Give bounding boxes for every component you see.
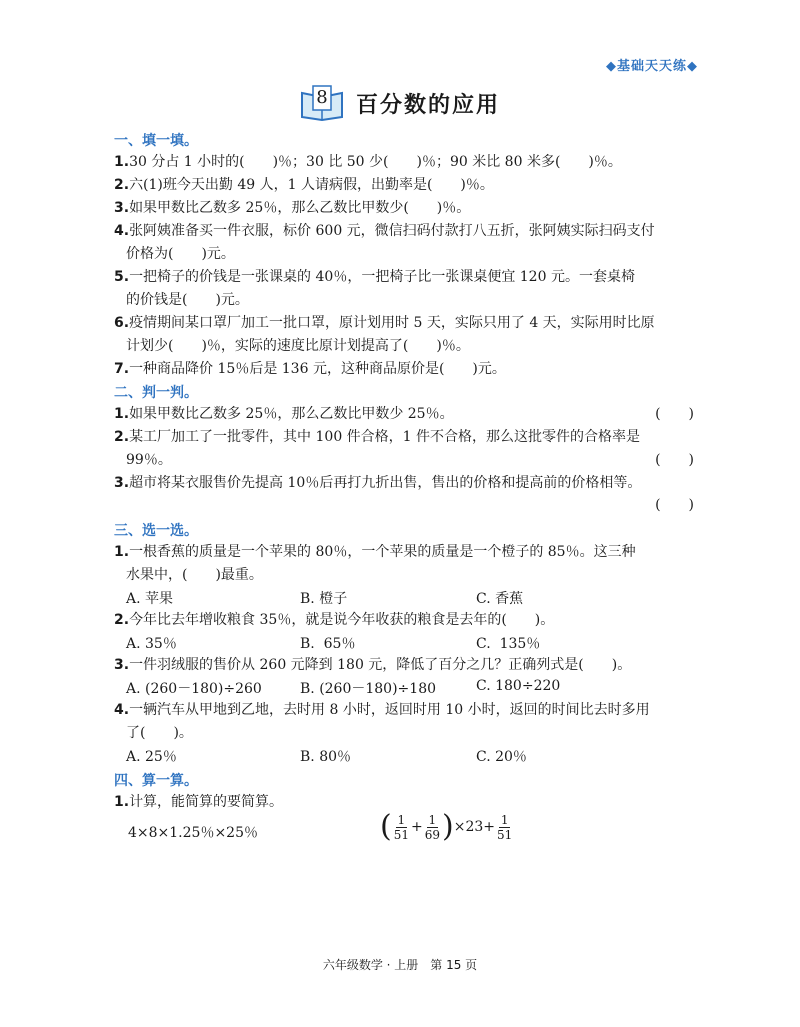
right-paren: ) bbox=[442, 809, 454, 844]
question-number: 2. bbox=[114, 177, 130, 193]
question-number: 6. bbox=[114, 315, 130, 331]
expression-1: 4×8×1.25％×25％ bbox=[128, 825, 258, 841]
option-c[interactable]: C. 180÷220 bbox=[476, 678, 561, 694]
question-text: 疫情期间某口罩厂加工一批口罩，原计划用时 5 天，实际只用了 4 天，实际用时比原 bbox=[129, 315, 655, 331]
option-b[interactable]: B. 65％ bbox=[300, 636, 356, 652]
question-text: 30 分占 1 小时的( )％；30 比 50 少( )％；90 米比 80 米多( )％。 bbox=[129, 154, 622, 170]
question-number: 2. bbox=[114, 429, 130, 445]
question-choose-2 bbox=[114, 607, 694, 633]
option-b[interactable]: B. 橙子 bbox=[300, 591, 348, 607]
fraction bbox=[394, 813, 409, 842]
section-heading-choose: 三、选一选。 bbox=[114, 523, 198, 539]
option-c[interactable]: C. 135％ bbox=[476, 636, 541, 652]
fraction bbox=[425, 813, 440, 842]
option-a[interactable]: A. 25％ bbox=[126, 749, 177, 765]
option-a[interactable]: A. 苹果 bbox=[126, 591, 174, 607]
expression-middle: ×23+ bbox=[453, 819, 496, 835]
question-number: 2. bbox=[114, 612, 130, 628]
question-text: 一种商品降价 15％后是 136 元，这种商品原价是( )元。 bbox=[129, 361, 506, 377]
page-title-block bbox=[300, 85, 500, 121]
question-text: 超市将某衣服售价先提高 10％后再打九折出售，售出的价格和提高前的价格相等。 bbox=[129, 475, 642, 491]
question-text: 一把椅子的价钱是一张课桌的 40％，一把椅子比一张课桌便宜 120 元。一套桌椅 bbox=[129, 269, 635, 285]
question-text: 一件羽绒服的售价从 260 元降到 180 元，降低了百分之几？正确列式是( )。 bbox=[129, 657, 632, 673]
question-number: 3. bbox=[114, 200, 130, 216]
question-number: 1. bbox=[114, 406, 130, 422]
denominator: 69 bbox=[424, 827, 441, 842]
question-text: 如果甲数比乙数多 25％，那么乙数比甲数少 25％。 bbox=[129, 406, 454, 422]
question-text: 张阿姨准备买一件衣服，标价 600 元，微信扫码付款打八五折，张阿姨实际扫码支付 bbox=[129, 223, 655, 239]
answer-parentheses[interactable]: ( ) bbox=[655, 497, 694, 513]
question-number: 1. bbox=[114, 544, 130, 560]
question-choose-3 bbox=[114, 652, 694, 678]
question-text: 99％。 bbox=[126, 452, 172, 468]
option-c[interactable]: C. 香蕉 bbox=[476, 591, 524, 607]
question-number: 3. bbox=[114, 657, 130, 673]
question-judge-3 bbox=[114, 470, 694, 496]
question-fill-4-cont: 价格为( )元。 bbox=[126, 246, 235, 262]
question-text: 某工厂加工了一批零件，其中 100 件合格，1 件不合格，那么这批零件的合格率是 bbox=[129, 429, 641, 445]
section-heading-fill: 一、填一填。 bbox=[114, 133, 198, 149]
question-choose-4-cont: 了( )。 bbox=[126, 725, 193, 741]
option-c[interactable]: C. 20％ bbox=[476, 749, 527, 765]
numerator: 1 bbox=[428, 812, 437, 827]
question-fill-5-cont: 的价钱是( )元。 bbox=[126, 292, 249, 308]
numerator: 1 bbox=[500, 812, 509, 827]
denominator: 51 bbox=[497, 827, 513, 842]
question-number: 4. bbox=[114, 702, 130, 718]
option-b[interactable]: B. 80％ bbox=[300, 749, 352, 765]
answer-parentheses[interactable]: ( ) bbox=[655, 406, 694, 422]
question-number: 7. bbox=[114, 361, 130, 377]
numerator: 1 bbox=[397, 812, 406, 827]
section-heading-judge: 二、判一判。 bbox=[114, 385, 198, 401]
left-paren: ( bbox=[380, 809, 392, 844]
question-number: 1. bbox=[114, 794, 130, 810]
page-title: 百分数的应用 bbox=[356, 92, 501, 118]
question-choose-1-cont: 水果中，( )最重。 bbox=[126, 567, 263, 583]
question-number: 5. bbox=[114, 269, 130, 285]
section-badge: ◆基础天天练◆ bbox=[606, 59, 698, 74]
question-text: 一根香蕉的质量是一个苹果的 80％，一个苹果的质量是一个橙子的 85％。这三种 bbox=[129, 544, 636, 560]
denominator: 51 bbox=[393, 827, 409, 842]
question-fill-6-cont: 计划少( )％，实际的速度比原计划提高了( )％。 bbox=[126, 338, 470, 354]
section-heading-calc: 四、算一算。 bbox=[114, 773, 198, 789]
page-footer: 六年级数学 · 上册 第 15 页 bbox=[322, 958, 478, 972]
question-text: 六(1)班今天出勤 49 人，1 人请病假，出勤率是( )％。 bbox=[129, 177, 494, 193]
option-a[interactable]: A. (260－180)÷260 bbox=[126, 681, 262, 697]
question-text: 一辆汽车从甲地到乙地，去时用 8 小时，返回时用 10 小时，返回的时间比去时多用 bbox=[129, 702, 650, 718]
question-text: 今年比去年增收粮食 35％，就是说今年收获的粮食是去年的( )。 bbox=[129, 612, 555, 628]
expression-2 bbox=[380, 809, 514, 844]
question-text: 计算，能简算的要简算。 bbox=[129, 794, 284, 810]
question-fill-7 bbox=[114, 356, 694, 382]
question-text: 如果甲数比乙数多 25％，那么乙数比甲数少( )％。 bbox=[129, 200, 471, 216]
book-icon bbox=[300, 85, 344, 121]
fraction bbox=[497, 813, 512, 842]
answer-parentheses[interactable]: ( ) bbox=[655, 452, 694, 468]
question-number: 3. bbox=[114, 475, 130, 491]
lesson-number: 8 bbox=[316, 87, 328, 108]
plus-sign: + bbox=[411, 819, 423, 835]
question-number: 1. bbox=[114, 154, 130, 170]
question-number: 4. bbox=[114, 223, 130, 239]
option-a[interactable]: A. 35％ bbox=[126, 636, 177, 652]
option-b[interactable]: B. (260－180)÷180 bbox=[300, 681, 437, 697]
